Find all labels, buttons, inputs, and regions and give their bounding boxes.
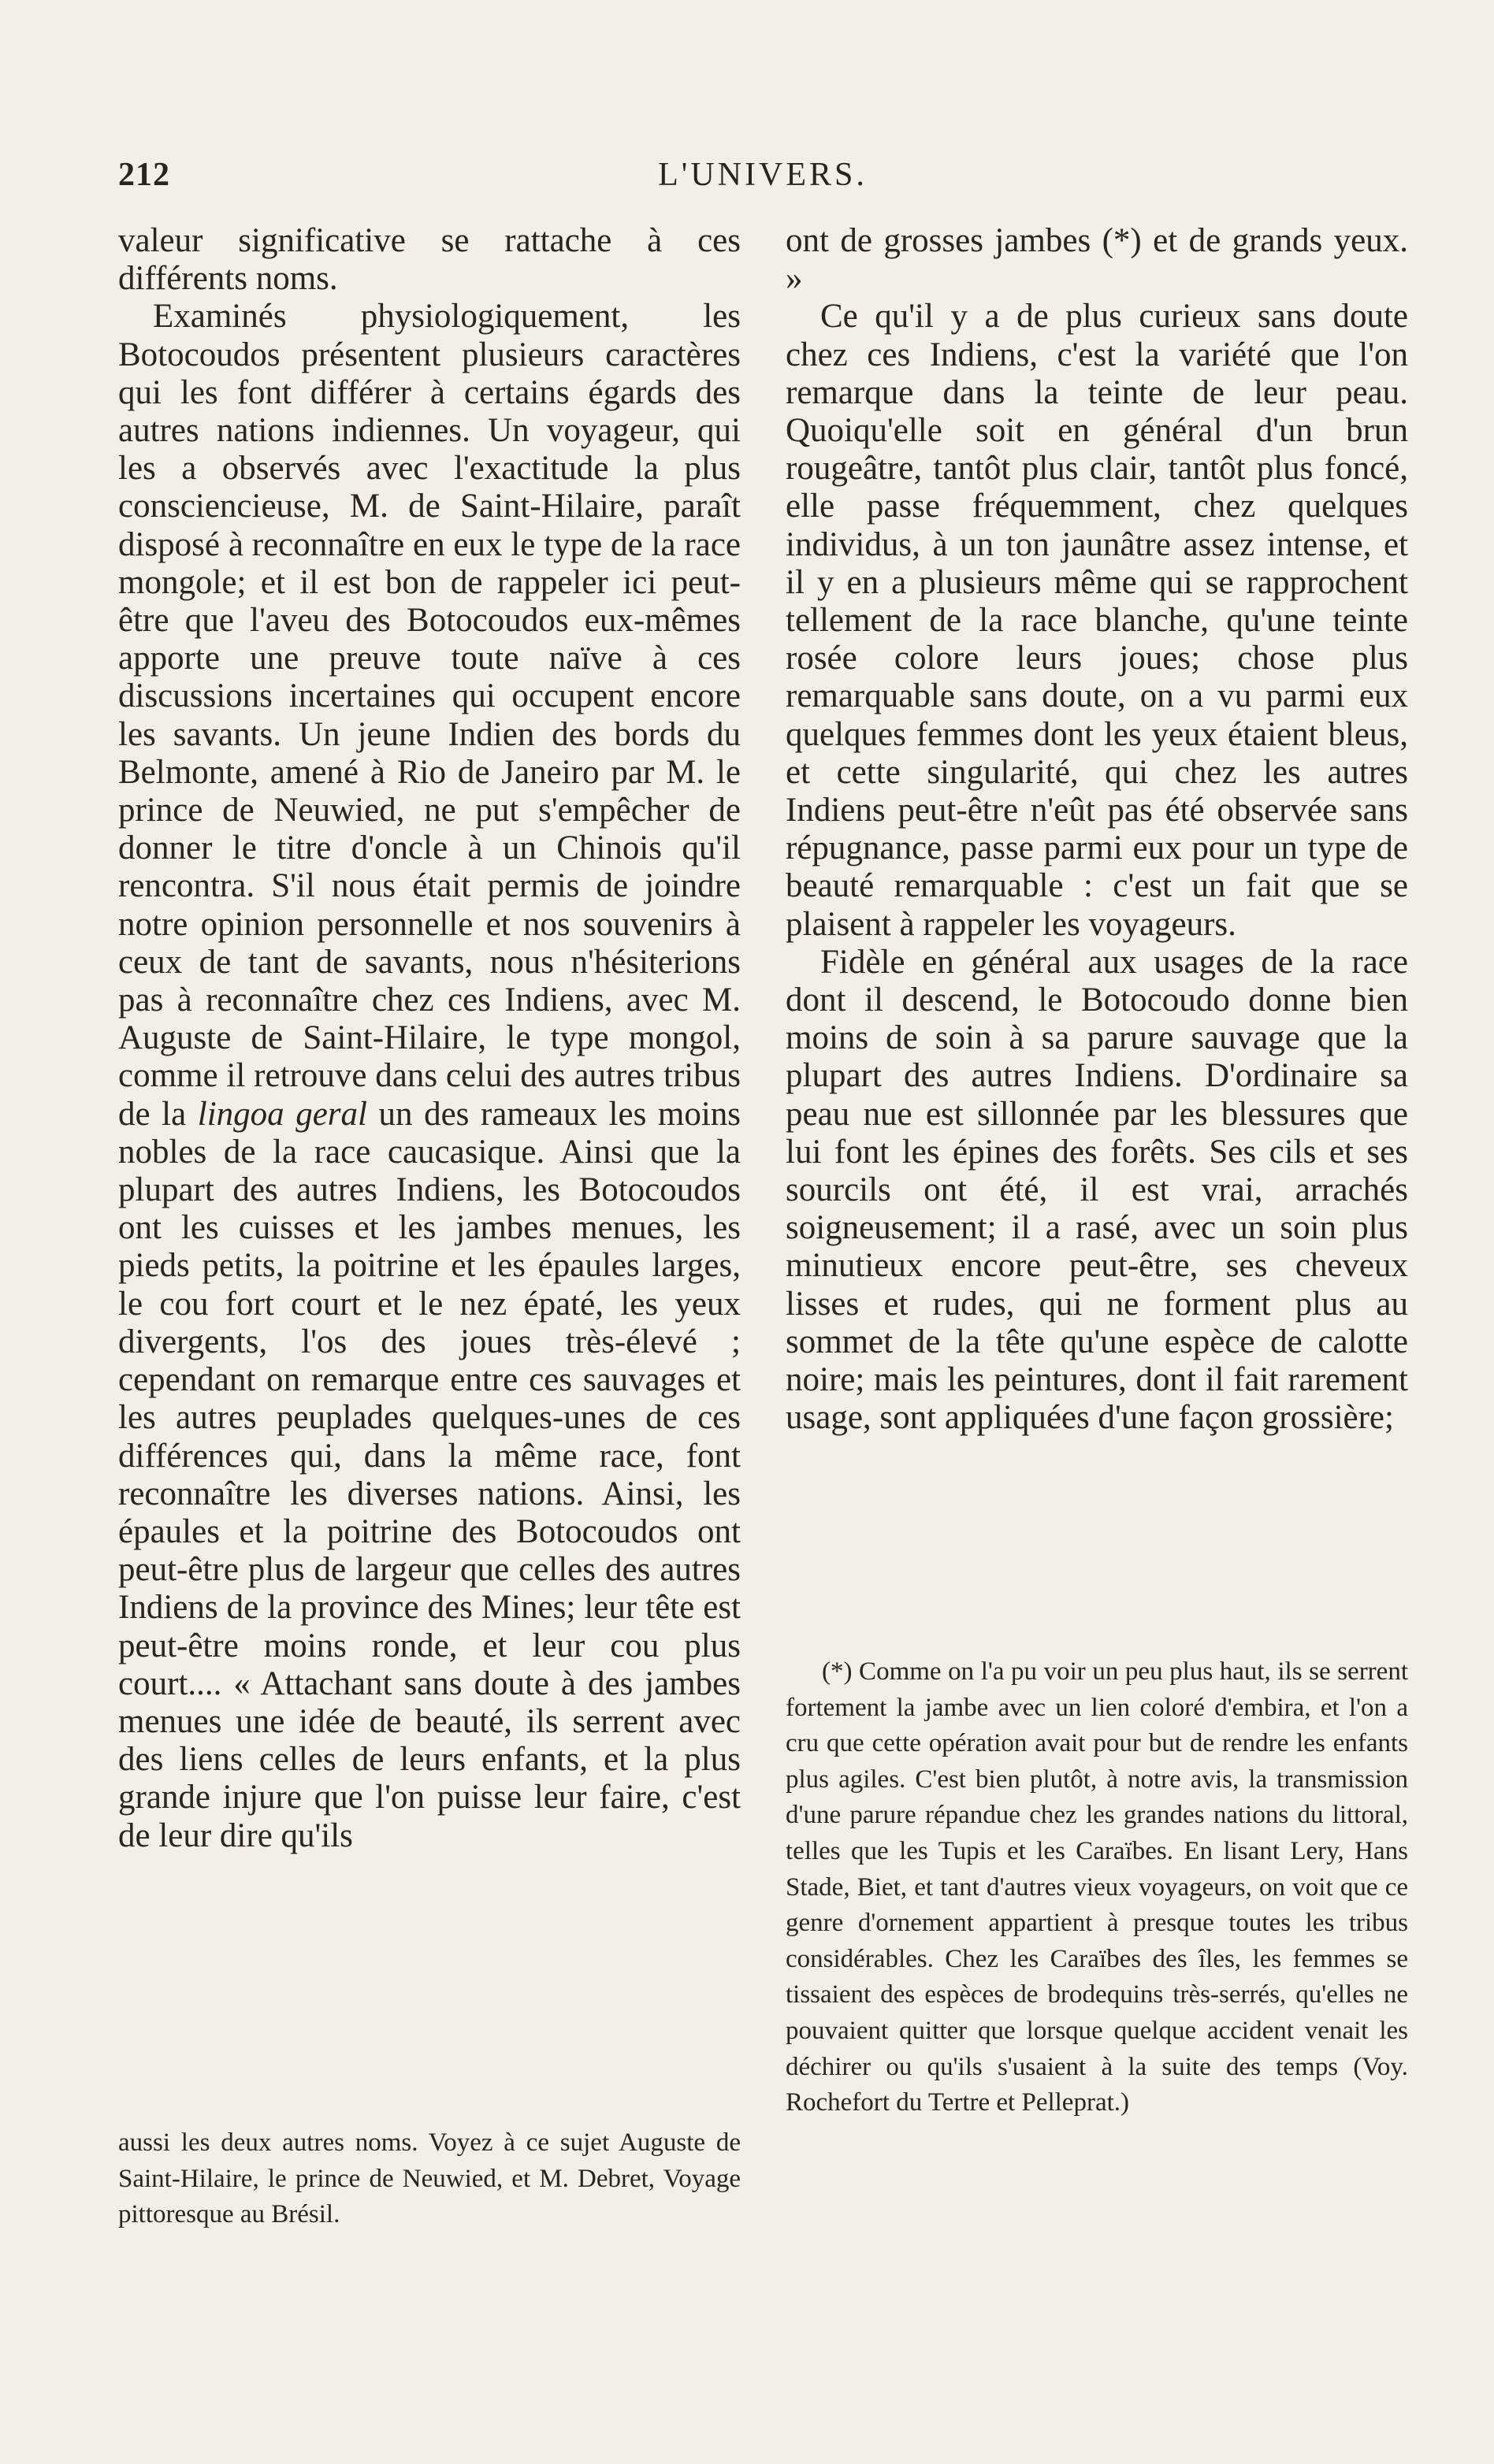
paragraph: Ce qu'il y a de plus curieux sans doute chez ces Indiens, c'est la variété que l'on remarque dans la teinte de leur peau. Quoiqu'elle soit en général d'un brun rougeâtre, tantôt plus clair, tantôt plus foncé, elle passe fréquemment, chez quelques individus, à un ton jaunâtre assez intense, et il y en a plusieurs même qui se rapprochent tellement de la race blanche, qu'une teinte rosée colore leurs joues; chose plus remarquable sans doute, on a vu parmi eux quelques femmes dont les yeux étaient bleus, et cette singularité, qui chez les autres Indiens peut-être n'eût pas été observée sans répugnance, passe parmi eux pour un type de beauté remarquable : c'est un fait que se plaisent à rappeler les voyageurs. — [786, 298, 1408, 943]
paragraph-text: Examinés physiologiquement, les Botocoudos présentent plusieurs caractères qui les font différer à certains égards des autres nations indiennes. Un voyageur, qui les a observés avec l'exactitude la plus consciencieuse, M. de Saint-Hilaire, paraît disposé à reconnaître en eux le type de la race mongole; et il est bon de rappeler ici peut-être que l'aveu des Botocoudos eux-mêmes apporte une preuve toute naïve à ces discussions incertaines qui occupent encore les savants. Un jeune Indien des bords du Belmonte, amené à Rio de Janeiro par M. le prince de Neuwied, ne put s'empêcher de donner le titre d'oncle à un Chinois qu'il rencontra. S'il nous était permis de joindre notre opinion personnelle et nos souvenirs à ceux de tant de savants, nous n'hésiterions pas à reconnaître chez ces Indiens, avec M. Auguste de Saint-Hilaire, le type mongol, comme il retrouve dans celui des autres tribus de la — [118, 298, 741, 1133]
left-footnote — [118, 2125, 741, 2233]
paragraph: ont de grosses jambes (*) et de grands yeux. » — [786, 222, 1408, 298]
paragraph: valeur significative se rattache à ces différents noms. — [118, 222, 741, 298]
paragraph — [118, 298, 741, 1854]
right-column — [786, 222, 1408, 1438]
running-title: L'UNIVERS. — [658, 157, 868, 193]
page-header — [118, 156, 1407, 195]
paragraph-text: un des rameaux les moins nobles de la race caucasique. Ainsi que la plupart des autres Indiens, les Botocoudos ont les cuisses et les jambes menues, les pieds petits, la poitrine et les épaules larges, le cou fort court et le nez épaté, les yeux divergents, l'os des joues très-élevé ; cependant on remarque entre ces sauvages et les autres peuplades quelques-unes de ces différences qui, dans la même race, font reconnaître les diverses nations. Ainsi, les épaules et la poitrine des Botocoudos ont peut-être plus de largeur que celles des autres Indiens de la province des Mines; leur tête est peut-être moins ronde, et leur cou plus court.... « Attachant sans doute à des jambes menues une idée de beauté, ils serrent avec des liens celles de leurs enfants, et la plus grande injure que l'on puisse leur faire, c'est de leur dire qu'ils — [118, 1095, 741, 1854]
footnote-text: (*) Comme on l'a pu voir un peu plus haut, ils se serrent fortement la jambe avec un lien coloré d'embira, et l'on a cru que cette opération avait pour but de rendre les enfants plus agiles. C'est bien plutôt, à notre avis, la transmission d'une parure répandue chez les grandes nations du littoral, telles que les Tupis et les Caraïbes. En lisant Lery, Hans Stade, Biet, et tant d'autres vieux voyageurs, on voit que ce genre d'ornement appartient à presque toutes les tribus considérables. Chez les Caraïbes des îles, les femmes se tissaient des espèces de brodequins très-serrés, qu'elles ne pouvaient quitter que lorsque quelque accident venait les déchirer ou qu'ils s'usaient à la suite des temps (Voy. Rochefort du Tertre et Pelleprat.) — [786, 1657, 1408, 2117]
italic-term: lingoa geral — [197, 1095, 367, 1133]
footnote-text: aussi les deux autres noms. Voyez à ce sujet Auguste de Saint-Hilaire, le prince de Neuwied, et M. Debret, Voyage pittoresque au Brésil. — [118, 2128, 741, 2229]
paragraph: Fidèle en général aux usages de la race dont il descend, le Botocoudo donne bien moins de soin à sa parure sauvage que la plupart des autres Indiens. D'ordinaire sa peau nue est sillonnée par les blessures que lui font les épines des forêts. Ses cils et ses sourcils ont été, il est vrai, arrachés soigneusement; il a rasé, avec un soin plus minutieux encore peut-être, ses cheveux lisses et rudes, qui ne forment plus au sommet de la tête qu'une espèce de calotte noire; mais les peintures, dont il fait rarement usage, sont appliquées d'une façon grossière; — [786, 943, 1408, 1437]
page-number: 212 — [118, 157, 170, 193]
left-column — [118, 222, 741, 1855]
right-footnote — [786, 1654, 1408, 2121]
